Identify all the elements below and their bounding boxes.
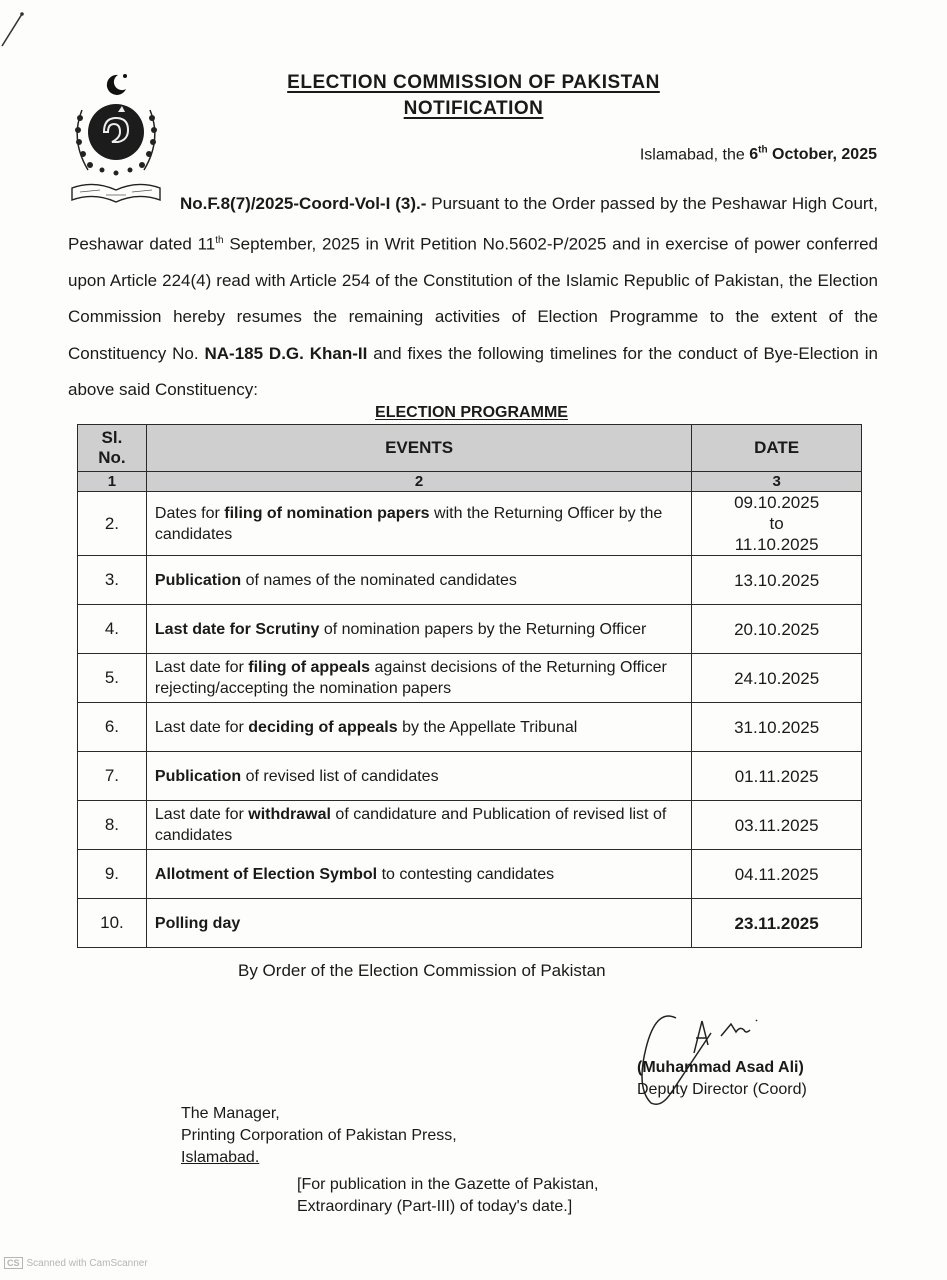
date-line: to bbox=[769, 514, 784, 533]
row-date bbox=[692, 752, 862, 801]
constituency: NA-185 D.G. Khan-II bbox=[204, 343, 368, 363]
table-row bbox=[78, 605, 862, 654]
row-sl-no: 9. bbox=[78, 850, 147, 899]
date-line: 24.10.2025 bbox=[734, 668, 820, 688]
event-text-post: with the Returning Officer by the candidates bbox=[154, 504, 663, 543]
date-line: 13.10.2025 bbox=[734, 570, 820, 590]
row-sl-no: 5. bbox=[78, 654, 147, 703]
table-row bbox=[78, 752, 862, 801]
table-column-number-row bbox=[78, 472, 862, 492]
date-line: 03.11.2025 bbox=[734, 815, 819, 835]
row-date bbox=[692, 801, 862, 850]
event-text-post: of revised list of candidates bbox=[241, 767, 439, 785]
row-sl-no: 6. bbox=[78, 703, 147, 752]
date-line: 20.10.2025 bbox=[734, 619, 820, 639]
table-row bbox=[78, 492, 862, 556]
event-text-bold: filing of appeals bbox=[248, 659, 371, 676]
event-text-bold: deciding of appeals bbox=[248, 718, 398, 736]
by-order-line: By Order of the Election Commission of Pakistan bbox=[238, 961, 606, 980]
event-text-pre: Last date for bbox=[154, 718, 249, 736]
gazette-note bbox=[297, 1174, 599, 1218]
table-row bbox=[78, 703, 862, 752]
row-sl-no: 7. bbox=[78, 752, 147, 801]
row-date bbox=[692, 703, 862, 752]
event-text-bold: Last date for Scrutiny bbox=[154, 620, 320, 638]
event-text-bold: Allotment of Election Symbol bbox=[154, 865, 378, 883]
date-line: 04.11.2025 bbox=[734, 864, 819, 884]
body-text-sup: th bbox=[215, 234, 224, 246]
body-text-1: Pursuant to the Order passed by the Peshawar High Court, Peshawar dated 11 bbox=[68, 194, 879, 254]
event-text-bold: Publication bbox=[154, 767, 242, 785]
row-event bbox=[146, 654, 691, 703]
row-event bbox=[146, 752, 691, 801]
table-body bbox=[78, 492, 862, 948]
addressee-line-2: Printing Corporation of Pakistan Press, bbox=[181, 1127, 457, 1144]
signer-title: Deputy Director (Coord) bbox=[637, 1081, 807, 1098]
pen-mark bbox=[0, 8, 32, 48]
event-text-post: by the Appellate Tribunal bbox=[397, 718, 578, 736]
event-text-post: of names of the nominated candidates bbox=[241, 571, 517, 589]
column-number-1: 1 bbox=[78, 472, 147, 492]
body-text-2: September, 2025 in Writ Petition No.5602-P/2025 and in exercise of power conferred upon Article 224(4) read with Article 254 of the Constitution of the Islamic Republic of Pakistan, the Election Commission hereby resumes the remaining activities of Election Programme to the extent of the Constituency No. bbox=[68, 234, 879, 363]
row-date bbox=[692, 850, 862, 899]
notification-body bbox=[68, 186, 878, 409]
header-date: DATE bbox=[692, 425, 862, 472]
row-date bbox=[692, 654, 862, 703]
event-text-post: against decisions of the Returning Officer rejecting/accepting the nomination papers bbox=[154, 659, 667, 697]
dateline-day: 6 bbox=[749, 146, 759, 164]
row-sl-no: 2. bbox=[78, 492, 147, 556]
doc-type-text: NOTIFICATION bbox=[403, 98, 544, 119]
camscanner-logo-icon: CS bbox=[4, 1257, 23, 1269]
event-text-bold: withdrawal bbox=[248, 806, 331, 823]
reference-number: No.F.8(7)/2025-Coord-Vol-I (3).- bbox=[180, 194, 427, 213]
row-date bbox=[692, 899, 862, 948]
header-sl-no: Sl. No. bbox=[78, 425, 147, 472]
row-date bbox=[692, 605, 862, 654]
date-line: 09.10.2025 bbox=[734, 493, 820, 512]
row-date bbox=[692, 556, 862, 605]
date-line: 23.11.2025 bbox=[734, 913, 819, 933]
event-text-post: of candidature and Publication of revised list of candidates bbox=[154, 806, 667, 844]
row-event bbox=[146, 556, 691, 605]
event-text-pre: Last date for bbox=[154, 659, 249, 676]
addressee-line-3: Islamabad. bbox=[181, 1149, 260, 1166]
date-line: 11.10.2025 bbox=[734, 535, 819, 554]
row-event bbox=[146, 801, 691, 850]
camscanner-text: Scanned with CamScanner bbox=[26, 1257, 148, 1269]
addressee-block bbox=[181, 1103, 457, 1169]
event-text-bold: Polling day bbox=[154, 914, 241, 932]
table-row bbox=[78, 654, 862, 703]
org-title bbox=[0, 72, 947, 94]
signer-block bbox=[637, 1057, 807, 1101]
election-programme-table bbox=[77, 424, 862, 948]
date-line: 01.11.2025 bbox=[734, 766, 819, 786]
row-event bbox=[146, 899, 691, 948]
addressee-line-1: The Manager, bbox=[181, 1105, 280, 1122]
row-event bbox=[146, 850, 691, 899]
doc-type-title bbox=[0, 98, 947, 120]
table-header-row bbox=[78, 425, 862, 472]
row-sl-no: 10. bbox=[78, 899, 147, 948]
event-text-pre: Dates for bbox=[154, 504, 225, 522]
event-text-pre: Last date for bbox=[154, 806, 249, 823]
event-text-post: to contesting candidates bbox=[377, 865, 555, 883]
body-text-3: and fixes the following timelines for the conduct of Bye-Election in above said Constituency: bbox=[68, 343, 878, 400]
dateline-place: Islamabad, the bbox=[639, 146, 750, 164]
row-event bbox=[146, 605, 691, 654]
gazette-note-line-2: Extraordinary (Part-III) of today's date.] bbox=[297, 1198, 573, 1215]
table-row bbox=[78, 556, 862, 605]
signer-name: (Muhammad Asad Ali) bbox=[637, 1059, 804, 1076]
org-title-text: ELECTION COMMISSION OF PAKISTAN bbox=[287, 72, 660, 93]
event-text-bold: filing of nomination papers bbox=[224, 504, 430, 522]
header-events: EVENTS bbox=[146, 425, 691, 472]
column-number-3: 3 bbox=[692, 472, 862, 492]
row-sl-no: 8. bbox=[78, 801, 147, 850]
dateline bbox=[640, 145, 877, 164]
event-text-bold: Publication bbox=[154, 571, 242, 589]
row-event bbox=[146, 703, 691, 752]
event-text-post: of nomination papers by the Returning Officer bbox=[319, 620, 647, 638]
table-row bbox=[78, 899, 862, 948]
gazette-note-line-1: [For publication in the Gazette of Pakistan, bbox=[297, 1176, 599, 1193]
row-sl-no: 3. bbox=[78, 556, 147, 605]
dateline-day-suffix: th bbox=[758, 145, 768, 156]
row-sl-no: 4. bbox=[78, 605, 147, 654]
camscanner-watermark bbox=[4, 1257, 148, 1269]
programme-title: ELECTION PROGRAMME bbox=[375, 404, 568, 421]
column-number-2: 2 bbox=[146, 472, 691, 492]
row-event bbox=[146, 492, 691, 556]
table-row bbox=[78, 801, 862, 850]
date-line: 31.10.2025 bbox=[734, 717, 820, 737]
dateline-month-year: October, 2025 bbox=[767, 146, 877, 164]
row-date bbox=[692, 492, 862, 556]
table-row bbox=[78, 850, 862, 899]
